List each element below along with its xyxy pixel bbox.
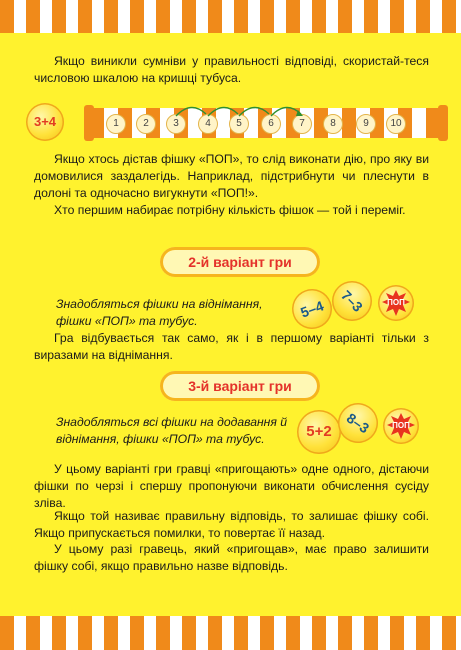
- banner-variant-2: 2-й варіант гри: [160, 247, 320, 277]
- pop-chip: [383, 408, 419, 444]
- chip-example: 3+4: [26, 103, 64, 141]
- scale-number: 8: [323, 114, 343, 134]
- scale-number: 2: [136, 114, 156, 134]
- scale-number: 4: [198, 114, 218, 134]
- paragraph-scale-hint: Якщо виникли сумніви у правильності відповіді, скористай-теся числовою шкалою на кришці тубуса.: [34, 54, 429, 85]
- hop-arrow: [239, 107, 269, 116]
- scale-number: 6: [261, 114, 281, 134]
- paragraph-pop-rule: Якщо хтось дістав фішку «ПОП», то слід виконати дію, про яку ви домовилися заздалегідь. Наприклад, підстрибнути чи плеснути в долоні та одночасно вигукнути «ПОП!».: [34, 152, 429, 200]
- scale-number: 9: [356, 114, 376, 134]
- chip-8-minus-3: 8–3: [330, 395, 386, 451]
- paragraph-winner: Хто першим набирає потрібну кількість фішок — той і переміг.: [54, 203, 406, 217]
- chip-7-minus-3: 7–3: [324, 273, 381, 330]
- hop-arrow: [208, 107, 238, 116]
- scale-number: 7: [292, 114, 312, 134]
- banner-variant-3: 3-й варіант гри: [160, 371, 320, 401]
- variant2-body: Гра відбувається так само, як і в першому варіанті тільки з виразами на віднімання.: [34, 331, 429, 362]
- variant3-body-1: У цьому варіанті гри гравці «пригощають» одне одного, дістаючи фішки по черзі і спершу пропонуючи виконати обчислення сусіду зліва.: [34, 462, 429, 510]
- variant3-body-2: Якщо той називає правильну відповідь, то залишає фішку собі. Якщо припускається помилки, то повертає її назад.: [34, 509, 429, 540]
- hop-arrow: [176, 107, 206, 116]
- scale-number: 10: [386, 114, 406, 134]
- pop-chip-label: ПОП: [387, 298, 405, 307]
- variant2-requirements: Знадобляться фішки на віднімання, фішки «ПОП» та тубус.: [56, 297, 263, 328]
- scale-number: 3: [166, 114, 186, 134]
- scale-number: 1: [106, 114, 126, 134]
- chip-5-plus-2: 5+2: [297, 410, 341, 454]
- scale-number: 5: [229, 114, 249, 134]
- pop-chip-label: ПОП: [392, 421, 410, 430]
- variant3-body-3: У цьому разі гравець, який «пригощав», має право залишити фішку собі, якщо правильно назве відповідь.: [34, 542, 429, 573]
- chip-5-minus-4: 5–4: [286, 283, 337, 334]
- variant3-requirements: Знадобляться всі фішки на додавання й віднімання, фішки «ПОП» та тубус.: [56, 415, 288, 446]
- pop-chip: [378, 285, 414, 321]
